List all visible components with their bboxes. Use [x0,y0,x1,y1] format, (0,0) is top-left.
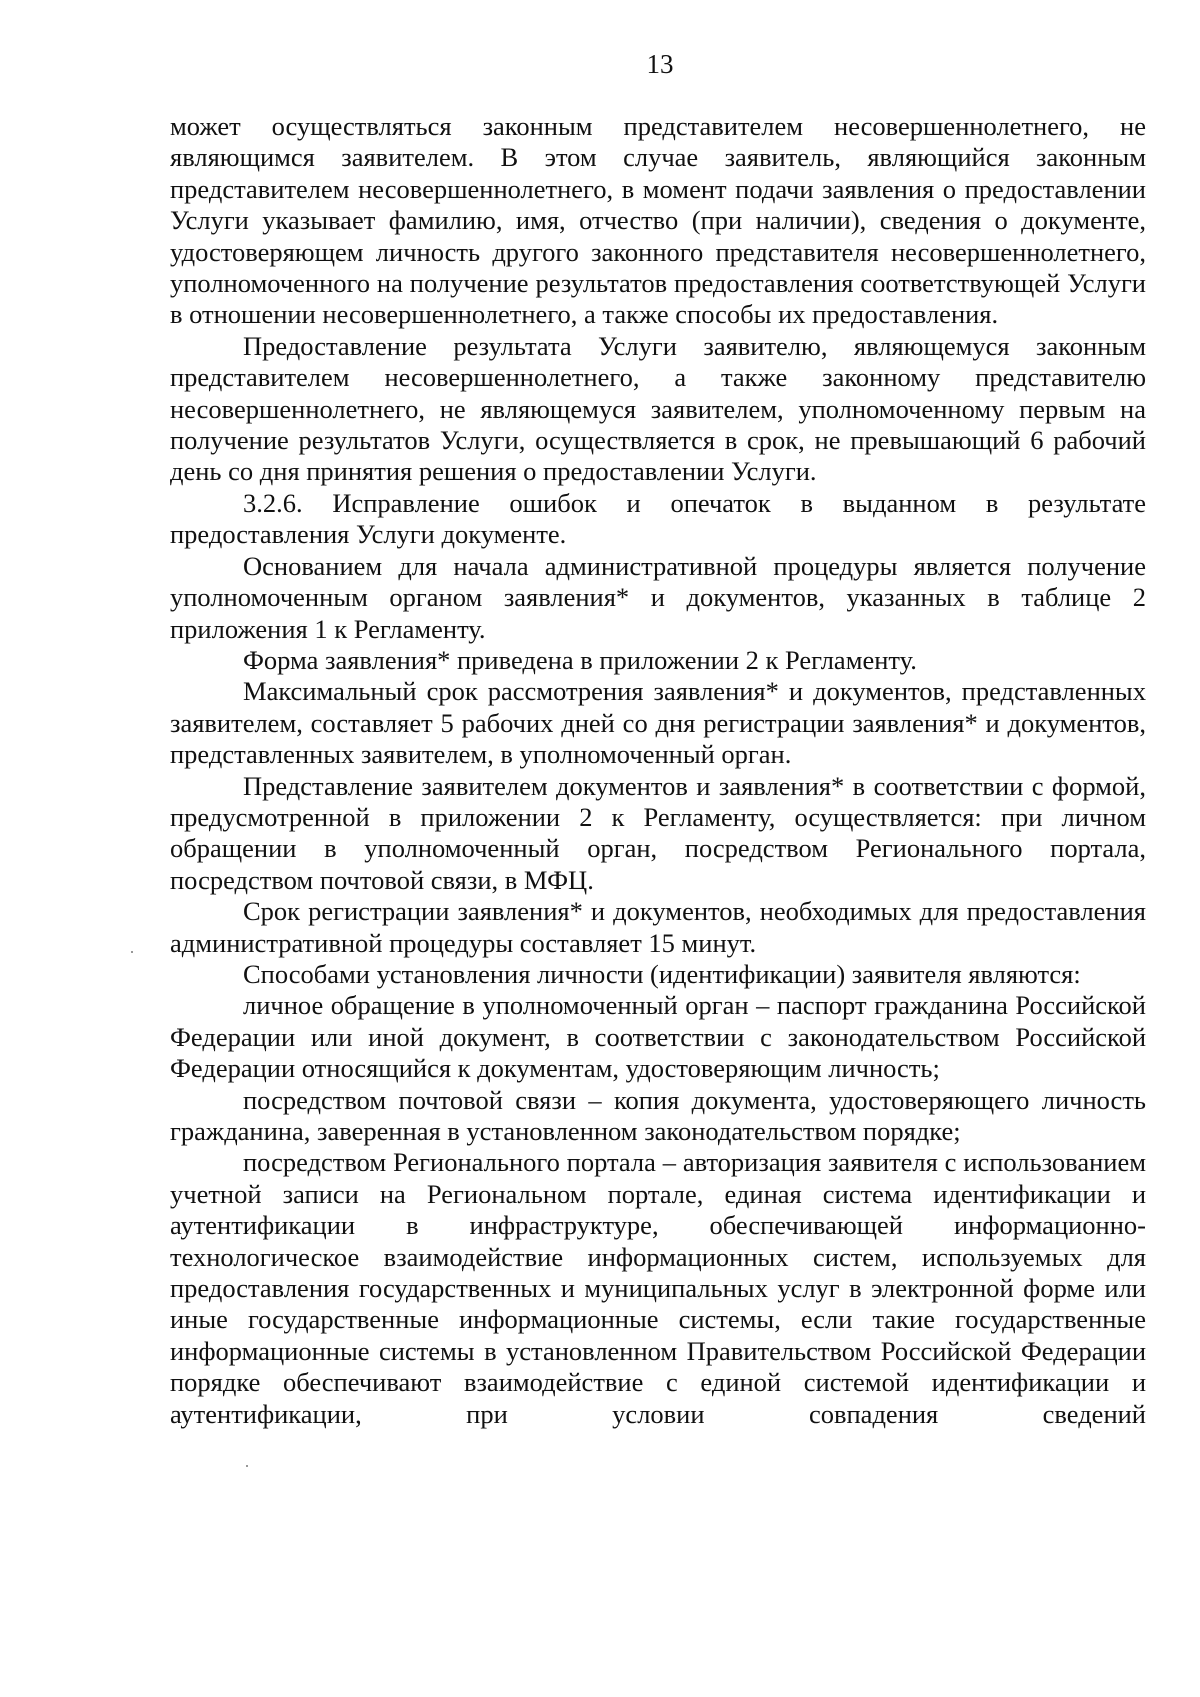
paragraph-continuation: может осуществляться законным представителем несовершеннолетнего, не являющимся заявителем. В этом случае заявитель, являющийся законным представителем несовершеннолетнего, в момент подачи заявления о предоставлении Услуги указывает фамилию, имя, отчество (при наличии), сведения о документе, удостоверяющем личность другого законного представителя несовершеннолетнего, уполномоченного на получение результатов предоставления соответствующей Услуги в отношении несовершеннолетнего, а также способы их предоставления. [170,111,1146,330]
paragraph-result-delivery: Предоставление результата Услуги заявителю, являющемуся законным представителем несовершеннолетнего, а также законному представителю несовершеннолетнего, не являющемуся заявителем, уполномоченному первым на получение результатов Услуги, осуществляется в срок, не превышающий 6 рабочий день со дня принятия решения о предоставлении Услуги. [170,330,1146,487]
page-number: 13 [646,49,674,79]
section-heading-3-2-6: 3.2.6. Исправление ошибок и опечаток в выданном в результате предоставления Услуги документе. [170,487,1146,550]
scan-speck [131,951,133,953]
paragraph-procedure-basis: Основанием для начала административной процедуры является получение уполномоченным органом заявления* и документов, указанных в таблице 2 приложения 1 к Регламенту. [170,550,1146,644]
paragraph-application-form: Форма заявления* приведена в приложении 2 к Регламенту. [243,644,917,675]
list-item-regional-portal: посредством Регионального портала – авторизация заявителя с использованием учетной записи на Региональном портале, единая система идентификации и аутентификации в инфраструктуре, обеспечивающей информационно-технологическое взаимодействие информационных систем, используемых для предоставления государственных и муниципальных услуг в электронной форме или иные государственные информационные системы, если такие государственные информационные системы в установленном Правительством Российской Федерации порядке обеспечивают взаимодействие с единой системой идентификации и аутентификации, при условии совпадения сведений [170,1147,1146,1429]
scan-speck [246,1465,248,1467]
document-body [170,111,1146,1430]
list-item-personal-visit: личное обращение в уполномоченный орган – паспорт гражданина Российской Федерации или иной документ, в соответствии с законодательством Российской Федерации относящийся к документам, удостоверяющим личность; [170,990,1146,1084]
paragraph-registration-time: Срок регистрации заявления* и документов, необходимых для предоставления административной процедуры составляет 15 минут. [170,896,1146,958]
paragraph-submission-methods: Представление заявителем документов и заявления* в соответствии с формой, предусмотренной в приложении 2 к Регламенту, осуществляется: при личном обращении в уполномоченный орган, посредством Регионального портала, посредством почтовой связи, в МФЦ. [170,770,1146,895]
list-item-postal: посредством почтовой связи – копия документа, удостоверяющего личность гражданина, заверенная в установленном законодательством порядке; [170,1084,1146,1146]
paragraph-identification-intro: Способами установления личности (идентификации) заявителя являются: [243,958,1081,989]
paragraph-max-review-time: Максимальный срок рассмотрения заявления* и документов, представленных заявителем, составляет 5 рабочих дней со дня регистрации заявления* и документов, представленных заявителем, в уполномоченный орган. [170,676,1146,770]
